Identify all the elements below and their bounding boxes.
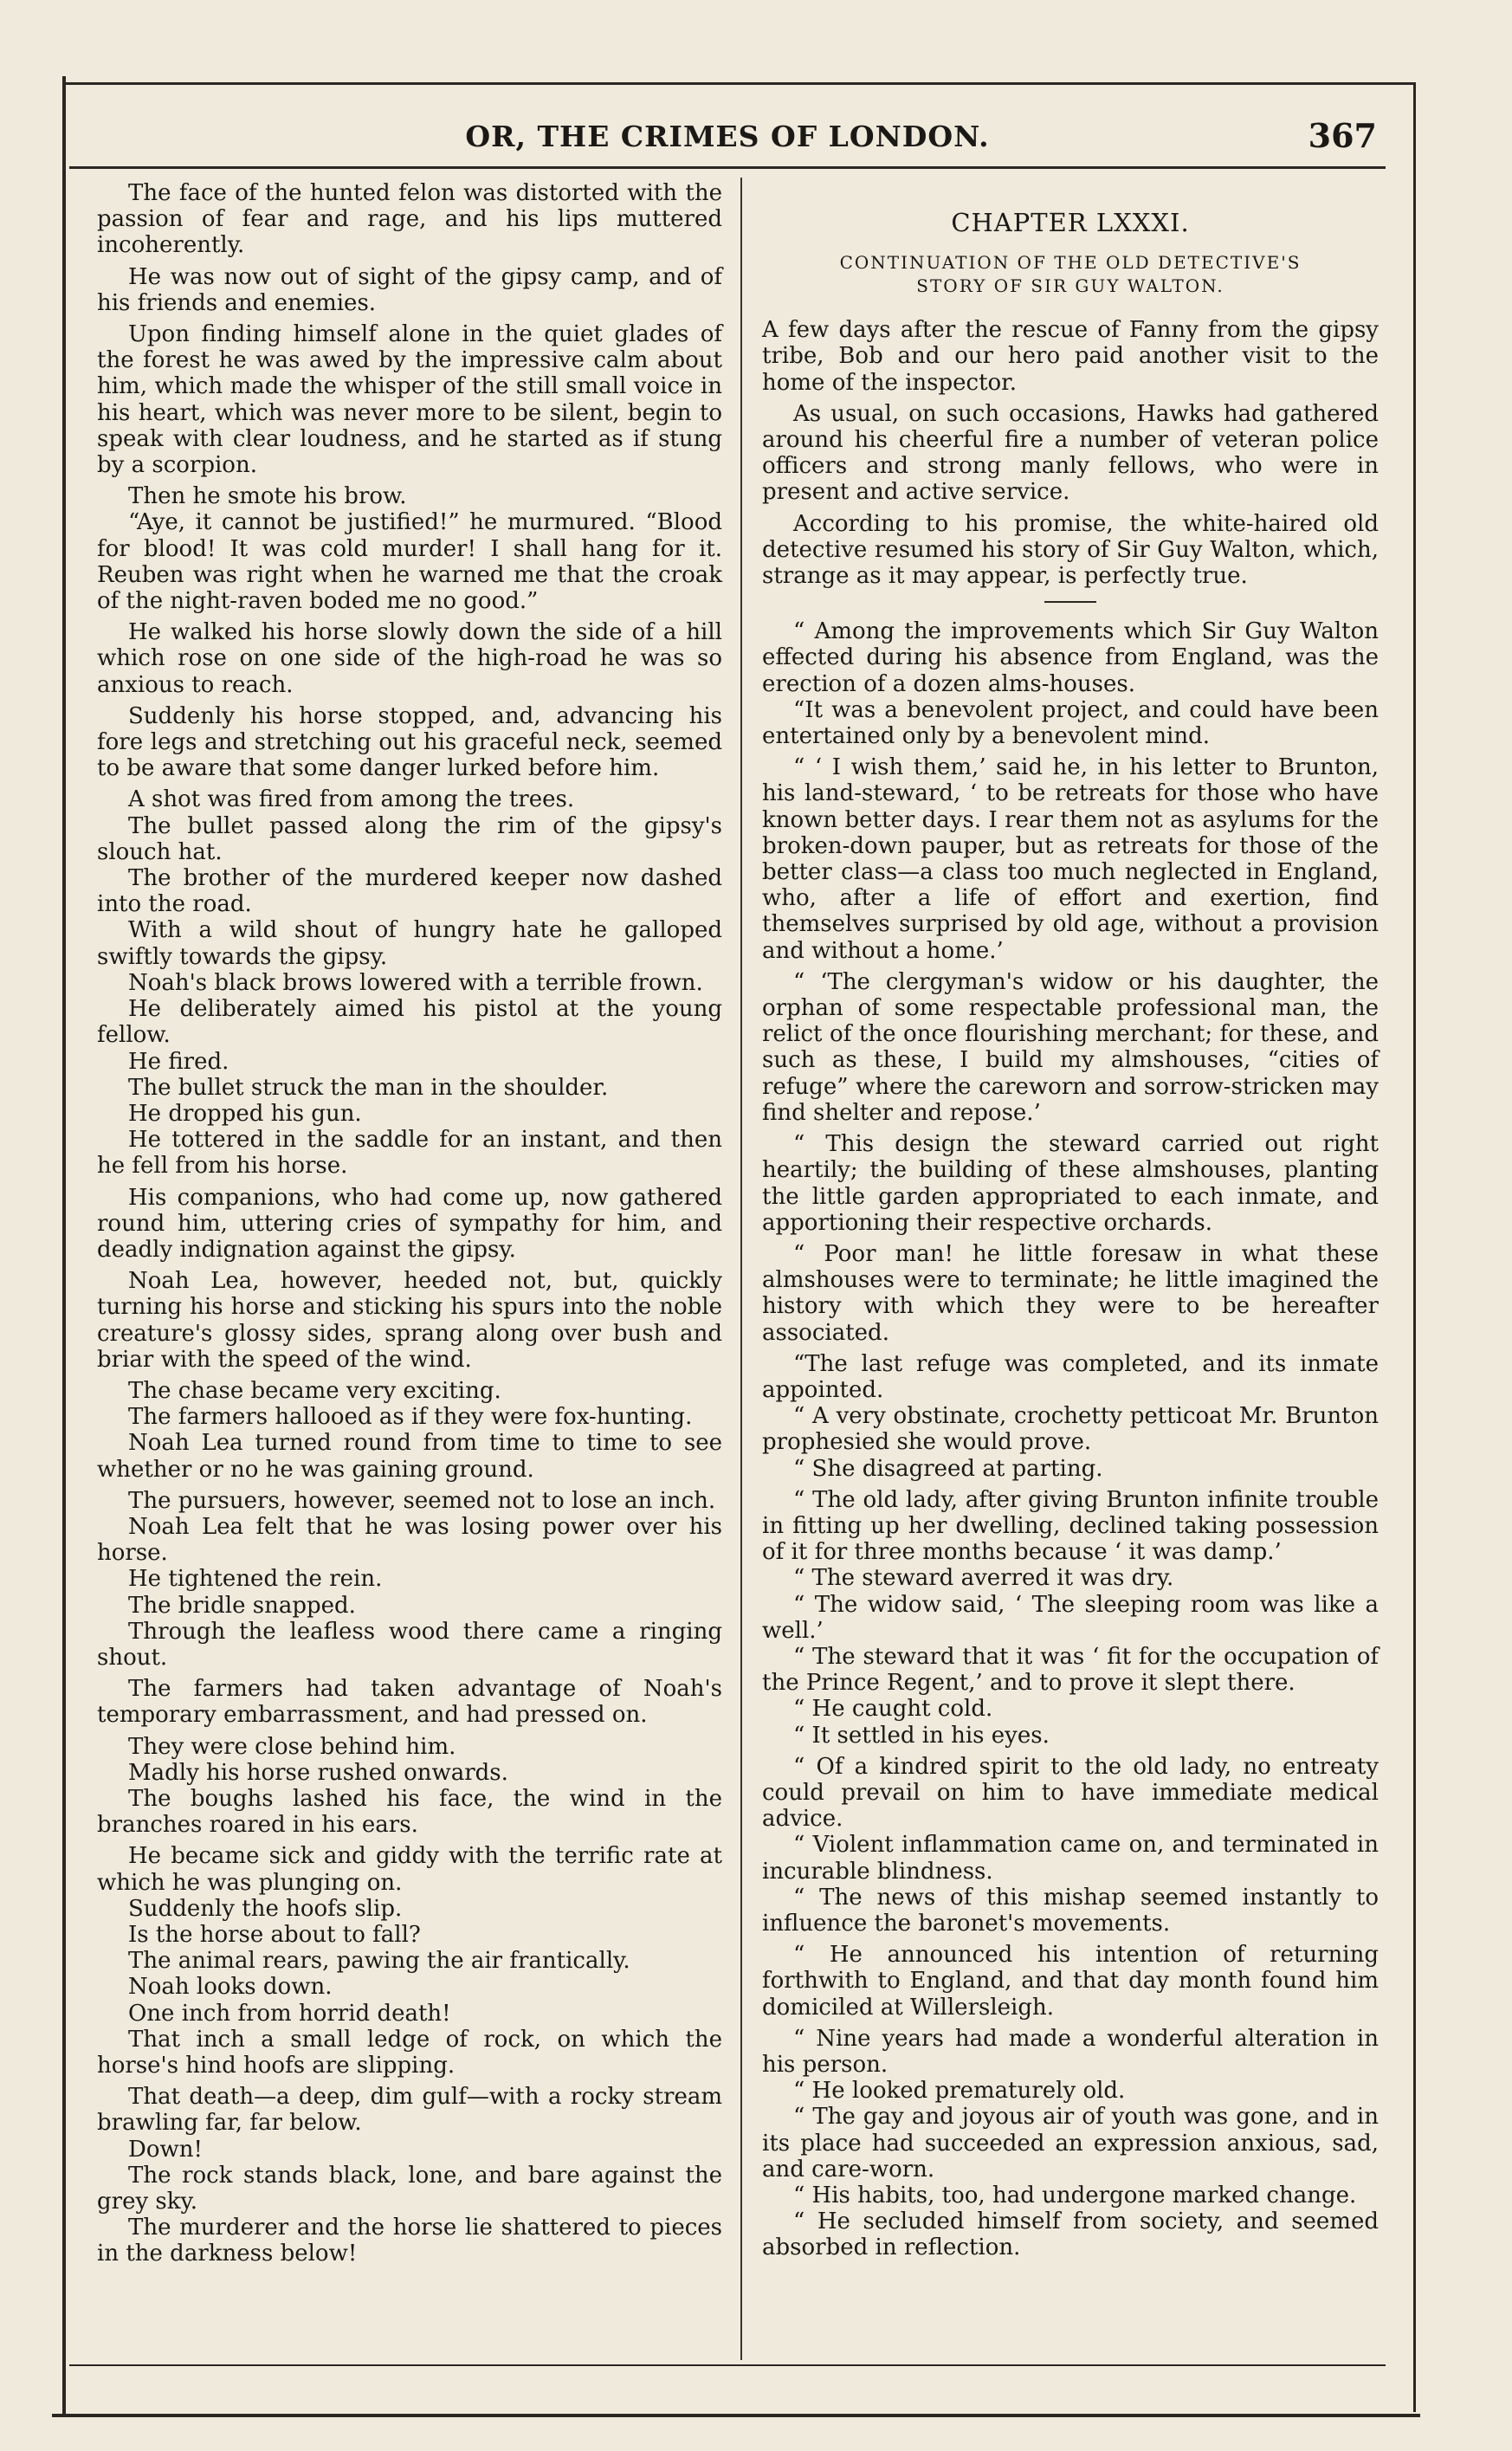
paragraph: The bullet struck the man in the shoulder. xyxy=(128,1074,609,1101)
paragraph: “ The widow said, ‘ The sleeping room was like a well.’ xyxy=(762,1591,1379,1644)
paragraph: He fired. xyxy=(128,1048,229,1075)
page-frame-right-rule xyxy=(1413,82,1416,2412)
page-frame-left-rule xyxy=(62,76,66,2416)
paragraph: A few days after the rescue of Fanny from the gipsy tribe, Bob and our hero paid another visit to the home of the inspector. xyxy=(762,317,1379,396)
paragraph: Is the horse about to fall? xyxy=(128,1922,421,1948)
paragraph: The pursuers, however, seemed not to lose an inch. xyxy=(128,1487,716,1514)
paragraph: “ He announced his intention of returning forthwith to England, and that day month found him domiciled at Willersleigh. xyxy=(762,1942,1379,2021)
paragraph: The farmers had taken advantage of Noah's temporary embarrassment, and had pressed on. xyxy=(97,1676,722,1729)
page-number: 367 xyxy=(1308,116,1377,155)
paragraph: With a wild shout of hungry hate he galloped swiftly towards the gipsy. xyxy=(97,917,722,970)
paragraph: That death—a deep, dim gulf—with a rocky stream brawling far, far below. xyxy=(97,2084,722,2137)
paragraph: “ This design the steward carried out right heartily; the building of these almshouses, planting the little garden appropriated to each inmate, and apportioning their respective orchards. xyxy=(762,1131,1379,1236)
paragraph: One inch from horrid death! xyxy=(128,2000,451,2027)
paragraph: Through the leafless wood there came a ringing shout. xyxy=(97,1618,722,1671)
paragraph: That inch a small ledge of rock, on which the horse's hind hoofs are slipping. xyxy=(97,2026,722,2079)
paragraph: “ A very obstinate, crochetty petticoat Mr. Brunton prophesied she would prove. xyxy=(762,1403,1379,1456)
paragraph: A shot was fired from among the trees. xyxy=(128,786,575,813)
paragraph: “ He looked prematurely old. xyxy=(793,2078,1126,2105)
top-rule xyxy=(62,82,1416,85)
paragraph: “ He secluded himself from society, and seemed absorbed in reflection. xyxy=(762,2208,1379,2261)
paragraph: “ Violent inflammation came on, and terminated in incurable blindness. xyxy=(762,1832,1379,1885)
paragraph: Down! xyxy=(128,2136,203,2163)
paragraph: The animal rears, pawing the air frantically. xyxy=(128,1948,630,1975)
paragraph: Noah looks down. xyxy=(128,1974,333,2001)
paragraph: His companions, who had come up, now gathered round him, uttering cries of sympathy for him, and deadly indignation against the gipsy. xyxy=(97,1184,722,1263)
left-column xyxy=(97,180,722,2267)
paragraph: Then he smote his brow. xyxy=(128,483,407,510)
paragraph: Suddenly his horse stopped, and, advancing his fore legs and stretching out his graceful neck, seemed to be aware that some danger lurked before him. xyxy=(97,702,722,782)
paragraph: The brother of the murdered keeper now dashed into the road. xyxy=(97,865,722,918)
section-divider xyxy=(1044,601,1096,603)
paragraph: Noah's black brows lowered with a terrible frown. xyxy=(128,969,703,996)
paragraph: The bullet passed along the rim of the gipsy's slouch hat. xyxy=(97,812,722,865)
paragraph: Suddenly the hoofs slip. xyxy=(128,1895,403,1922)
paragraph: “ The gay and joyous air of youth was gone, and in its place had succeeded an expression anxious, sad, and care-worn. xyxy=(762,2104,1379,2183)
paragraph: The bridle snapped. xyxy=(128,1592,356,1619)
paragraph: “ Of a kindred spirit to the old lady, no entreaty could prevail on him to have immediate medical advice. xyxy=(762,1753,1379,1833)
running-title: OR, THE CRIMES OF LONDON. xyxy=(465,120,990,153)
paragraph: He dropped his gun. xyxy=(128,1100,362,1127)
paragraph: Upon finding himself alone in the quiet glades of the forest he was awed by the impressive calm about him, which made the whisper of the still small voice in his heart, which was never more to be silent, begin to speak with clear loudness, and he started as if stung by a scorpion. xyxy=(97,321,722,479)
paragraph: “ It settled in his eyes. xyxy=(793,1722,1050,1749)
paragraph: “ ‘The clergyman's widow or his daughter, the orphan of some respectable professional man, the relict of the once flourishing merchant; for these, and such as these, I build my almshouses, “cities of refuge” where the careworn and sorrow-stricken may find shelter and repose.’ xyxy=(762,968,1379,1126)
paragraph: He tightened the rein. xyxy=(128,1566,383,1593)
paragraph: He became sick and giddy with the terrific rate at which he was plunging on. xyxy=(97,1843,722,1896)
chapter-title: CHAPTER LXXXI. xyxy=(951,208,1190,237)
paragraph: “Aye, it cannot be justified!” he murmured. “Blood for blood! It was cold murder! I shall hang for it. Reuben was right when he warned me that the croak of the night-raven boded me no good.” xyxy=(97,509,722,615)
paragraph: The boughs lashed his face, the wind in the branches roared in his ears. xyxy=(97,1785,722,1839)
paragraph: Noah Lea felt that he was losing power over his horse. xyxy=(97,1513,722,1567)
column-divider xyxy=(740,178,742,2360)
chapter-subtitle xyxy=(762,251,1379,298)
paragraph: The murderer and the horse lie shattered to pieces in the darkness below! xyxy=(97,2215,722,2267)
paragraph: “ ‘ I wish them,’ said he, in his letter to Brunton, his land-steward, ‘ to be retreats for those who have known better days. I rear them not as asylums for the broken-down pauper, but as retreats for those of the better class—a class too much neglected in England, who, after a life of effort and exertion, find themselves surprised by old age, without a provision and without a home.’ xyxy=(762,754,1379,964)
paragraph: “ He caught cold. xyxy=(793,1696,993,1723)
paragraph: “ She disagreed at parting. xyxy=(793,1455,1103,1482)
paragraph: “The last refuge was completed, and its inmate appointed. xyxy=(762,1350,1379,1403)
paragraph: The rock stands black, lone, and bare against the grey sky. xyxy=(97,2162,722,2215)
paragraph: He tottered in the saddle for an instant, and then he fell from his horse. xyxy=(97,1127,722,1180)
paragraph: He walked his horse slowly down the side of a hill which rose on one side of the high-road he was so anxious to reach. xyxy=(97,619,722,698)
paragraph: “ His habits, too, had undergone marked change. xyxy=(793,2183,1357,2209)
paragraph: The chase became very exciting. xyxy=(128,1377,501,1404)
bottom-rule-outer xyxy=(52,2414,1420,2417)
paragraph: “It was a benevolent project, and could have been entertained only by a benevolent mind. xyxy=(762,696,1379,750)
paragraph: Noah Lea, however, heeded not, but, quickly turning his horse and sticking his spurs into the noble creature's glossy sides, sprang along over bush and briar with the speed of the wind. xyxy=(97,1268,722,1373)
paragraph: “ The steward that it was ‘ fit for the occupation of the Prince Regent,’ and to prove it slept there. xyxy=(762,1643,1379,1697)
chapter-subtitle-line: CONTINUATION OF THE OLD DETECTIVE'S xyxy=(839,252,1302,274)
chapter-subtitle-line: STORY OF SIR GUY WALTON. xyxy=(916,275,1224,297)
paragraph: “ The steward averred it was dry. xyxy=(793,1565,1174,1592)
paragraph: Madly his horse rushed onwards. xyxy=(128,1759,508,1786)
page-header xyxy=(69,111,1386,171)
right-column xyxy=(762,180,1379,2261)
bottom-rule-inner xyxy=(69,2364,1386,2366)
paragraph: “ Poor man! he little foresaw in what these almshouses were to terminate; he little imagined the history with which they were to be hereafter associated. xyxy=(762,1240,1379,1346)
paragraph: According to his promise, the white-haired old detective resumed his story of Sir Guy Walton, which, strange as it may appear, is perfectly true. xyxy=(762,510,1379,590)
paragraph: “ Among the improvements which Sir Guy Walton effected during his absence from England, was the erection of a dozen alms-houses. xyxy=(762,618,1379,697)
paragraph: “ Nine years had made a wonderful alteration in his person. xyxy=(762,2025,1379,2078)
paragraph: They were close behind him. xyxy=(128,1733,456,1760)
paragraph: As usual, on such occasions, Hawks had gathered around his cheerful fire a number of veteran police officers and strong manly fellows, who were in present and active service. xyxy=(762,400,1379,506)
paragraph: He deliberately aimed his pistol at the young fellow. xyxy=(97,996,722,1049)
paragraph: “ The old lady, after giving Brunton infinite trouble in fitting up her dwelling, declined taking possession of it for three months because ‘ it was damp.’ xyxy=(762,1486,1379,1566)
paragraph: The farmers hallooed as if they were fox-hunting. xyxy=(128,1404,693,1431)
paragraph: “ The news of this mishap seemed instantly to influence the baronet's movements. xyxy=(762,1884,1379,1937)
paragraph: He was now out of sight of the gipsy camp, and of his friends and enemies. xyxy=(97,263,722,316)
paragraph: Noah Lea turned round from time to time to see whether or no he was gaining ground. xyxy=(97,1430,722,1483)
paragraph: The face of the hunted felon was distorted with the passion of fear and rage, and his lips muttered incoherently. xyxy=(97,180,722,259)
